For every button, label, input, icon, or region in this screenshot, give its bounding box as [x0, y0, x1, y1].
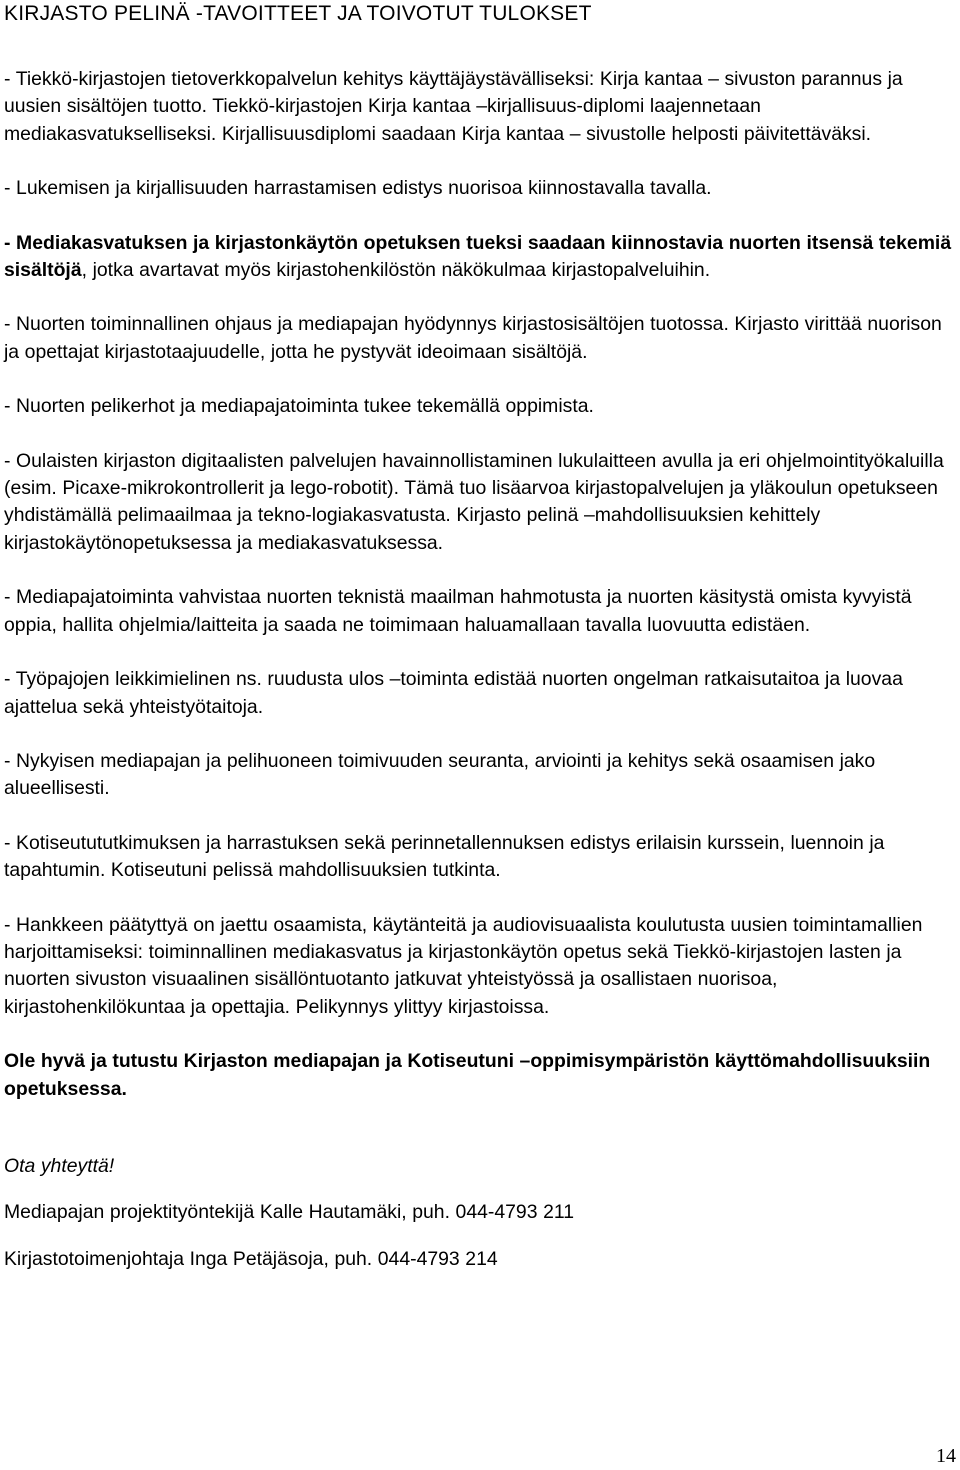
paragraph-youth-guidance: - Nuorten toiminnallinen ohjaus ja mediapajan hyödynnys kirjastosisältöjen tuotossa. Kirjasto virittää nuorison ja opettajat kirjastotaajuudelle, jotta he pystyvät ideoimaan sisältöjä. — [4, 313, 942, 363]
contact-person-project-worker: Mediapajan projektityöntekijä Kalle Hautamäki, puh. 044-4793 211 — [4, 1201, 574, 1224]
document-page — [4, 0, 956, 1273]
paragraph-youth-content-bold: - Mediakasvatuksen ja kirjastonkäytön opetuksen tueksi saadaan kiinnostavia nuorten itsensä tekemiä sisältöjä — [4, 231, 952, 282]
paragraph-website-development: - Tiekkö-kirjastojen tietoverkkopalvelun kehitys käyttäjäystävälliseksi: Kirja kantaa – sivuston parannus ja uusien sisältöjen tuotto. Tiekkö-kirjastojen Kirja kantaa –kirjallisuus-diplomi laajennetaan mediakasvatukselliseksi. Kirjallisuusdiplomi saadaan Kirja kantaa – sivustolle helposti päivitettäväksi. — [4, 68, 903, 145]
paragraph-digital-services: - Oulaisten kirjaston digitaalisten palvelujen havainnollistaminen lukulaitteen avulla ja eri ohjelmointityökaluilla (esim. Picaxe-mikrokontrollerit ja lego-robotit). Tämä tuo lisäarvoa kirjastopalvelujen ja yläkoulun opetukseen yhdistämällä pelimaailmaa ja tekno-logiakasvatusta. Kirjasto pelinä –mahdollisuuksien kehittely kirjastokäytönopetuksessa ja mediakasvatuksessa. — [4, 449, 944, 554]
paragraph-youth-content-rest: , jotka avartavat myös kirjastohenkilöstön näkökulmaa kirjastopalveluihin. — [81, 259, 711, 282]
paragraph-youth-content — [4, 230, 956, 285]
paragraph-media-workshop: - Mediapajatoiminta vahvistaa nuorten teknistä maailman hahmotusta ja nuorten käsitystä omista kyvyistä oppia, hallita ohjelmia/laitteita ja saada ne toimimaan haluamallaan tavalla luovuutta edistäen. — [4, 586, 912, 636]
contact-person-library-director: Kirjastotoimenjohtaja Inga Petäjäsoja, puh. 044-4793 214 — [4, 1247, 498, 1270]
paragraph-project-outcome: - Hankkeen päätyttyä on jaettu osaamista, käytänteitä ja audiovisuaalista koulutusta uusien toimintamallien harjoittamiseksi: toiminnallinen mediakasvatus ja kirjastonkäytön opetus sekä Tiekkö-kirjastojen lasten ja nuorten sivuston visuaalinen sisällöntuotanto jatkuvat yhteistyössä ja osallistaen nuorisoa, kirjastohenkilökuntaa ja opettajia. Pelikynnys ylittyy kirjastoissa. — [4, 913, 923, 1018]
contact-heading: Ota yhteyttä! — [4, 1154, 115, 1177]
paragraph-closing-invitation: Ole hyvä ja tutustu Kirjaston mediapajan ja Kotiseutuni –oppimisympäristön käyttömahdollisuuksiin opetuksessa. — [4, 1050, 931, 1100]
paragraph-monitoring: - Nykyisen mediapajan ja pelihuoneen toimivuuden seuranta, arviointi ja kehitys sekä osaamisen jako alueellisesti. — [4, 749, 876, 800]
paragraph-workshops: - Työpajojen leikkimielinen ns. ruudusta ulos –toiminta edistää nuorten ongelman ratkaisutaitoa ja luovaa ajattelua sekä yhteistyötaitoja. — [4, 668, 903, 718]
document-heading: KIRJASTO PELINÄ -TAVOITTEET JA TOIVOTUT TULOKSET — [4, 2, 592, 25]
paragraph-reading-promotion: - Lukemisen ja kirjallisuuden harrastamisen edistys nuorisoa kiinnostavalla tavalla. — [4, 177, 712, 200]
paragraph-local-history: - Kotiseutututkimuksen ja harrastuksen sekä perinnetallennuksen edistys erilaisin kurssein, luennoin ja tapahtumin. Kotiseutuni pelissä mahdollisuuksien tutkinta. — [4, 831, 885, 882]
paragraph-game-clubs: - Nuorten pelikerhot ja mediapajatoiminta tukee tekemällä oppimista. — [4, 395, 594, 418]
page-number: 14 — [936, 1445, 956, 1467]
